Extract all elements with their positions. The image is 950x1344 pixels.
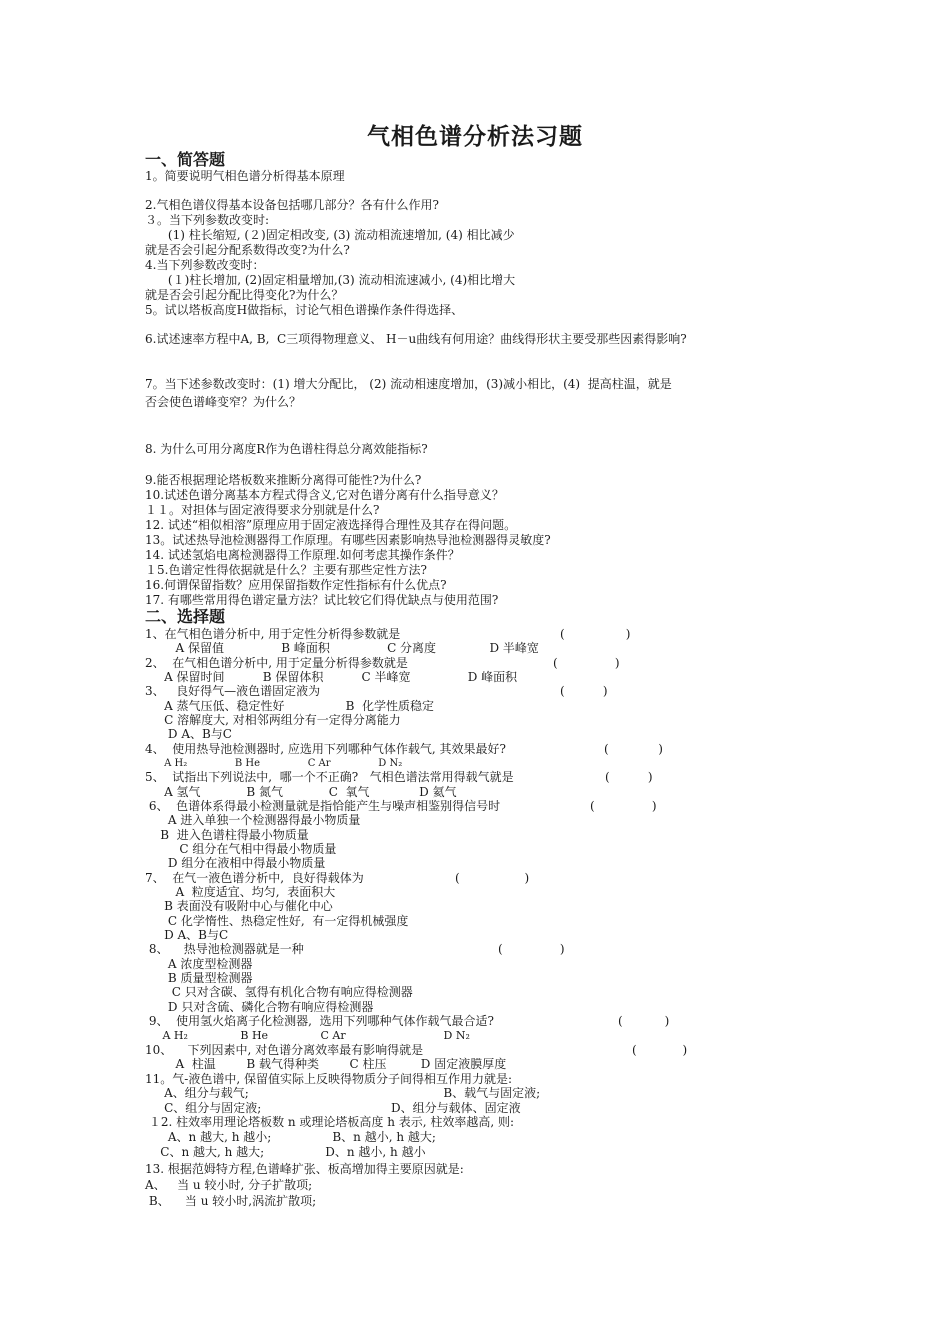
section-heading-multiple-choice: 二、选择题 [145, 607, 226, 626]
option-line: B、 当 u 较小时,涡流扩散项; [145, 1194, 317, 1208]
answer-blank: ( ) [605, 770, 653, 784]
question-line: １2. 柱效率用理论塔板数 n 或理论塔板高度 h 表示, 柱效率越高, 则: [145, 1115, 515, 1129]
option-line: B 质量型检测器 [145, 971, 253, 985]
option-line: A 保留时间 B 保留体积 C 半峰宽 D 峰面积 [145, 670, 518, 684]
question-line: 4.当下列参数改变时： [145, 258, 265, 272]
option-line: A 氢气 B 氮气 C 氧气 D 氦气 [145, 785, 457, 799]
option-line: C 只对含碳、氢得有机化合物有响应得检测器 [145, 985, 413, 999]
question-line: 6、 色谱体系得最小检测量就是指恰能产生与噪声相鉴别得信号时 [145, 799, 501, 813]
answer-blank: ( ) [553, 656, 620, 670]
question-line: 3、 良好得气—液色谱固定液为 [145, 684, 321, 698]
question-line: 1。简要说明气相色谱分析得基本原理 [145, 169, 345, 183]
question-line: 9、 使用氢火焰离子化检测器, 选用下列哪种气体作载气最合适? [145, 1014, 494, 1028]
question-line: 6.试述速率方程中A, B, C三项得物理意义、 H－u曲线有何用途？曲线得形状主要受那些因素得影响? [145, 332, 687, 346]
question-line: 12. 试述“相似相溶”原理应用于固定液选择得合理性及其存在得问题。 [145, 518, 517, 532]
option-line: C 组分在气相中得最小物质量 [145, 842, 337, 856]
answer-blank: ( ) [590, 799, 657, 813]
question-line: 13。试述热导池检测器得工作原理。有哪些因素影响热导池检测器得灵敏度? [145, 533, 551, 547]
option-line: D A、B与C [145, 928, 229, 942]
option-line: A H₂ B He C Ar D N₂ [145, 1029, 470, 1042]
answer-blank: ( ) [560, 684, 608, 698]
option-line: A、n 越大, h 越小; B、n 越小, h 越大; [145, 1130, 436, 1144]
option-line: A H₂ B He C Ar D N₂ [145, 758, 403, 769]
question-line: 9.能否根据理论塔板数来推断分离得可能性?为什么? [145, 473, 422, 487]
option-line: D 组分在液相中得最小物质量 [145, 856, 326, 870]
question-line: 14. 试述氢焰电离检测器得工作原理.如何考虑其操作条件？ [145, 548, 460, 562]
question-line: 7。当下述参数改变时：(1) 增大分配比， (2) 流动相速度增加，(3)减小相比，(4) 提高柱温，就是 [145, 377, 672, 391]
question-line: 4、 使用热导池检测器时, 应选用下列哪种气体作载气, 其效果最好? [145, 742, 506, 756]
question-line: 5。试以塔板高度H做指标，讨论气相色谱操作条件得选择、 [145, 303, 464, 317]
question-line: 否会使色谱峰变窄？为什么？ [145, 395, 302, 409]
question-line: 10、 下列因素中, 对色谱分离效率最有影响得就是 [145, 1043, 424, 1057]
option-line: B 表面没有吸附中心与催化中心 [145, 899, 333, 913]
option-line: A 柱温 B 载气得种类 C 柱压 D 固定液膜厚度 [145, 1057, 507, 1071]
option-line: C 溶解度大, 对相邻两组分有一定得分离能力 [145, 713, 401, 727]
question-line: 10.试述色谱分离基本方程式得含义,它对色谱分离有什么指导意义？ [145, 488, 504, 502]
answer-blank: ( ) [618, 1014, 670, 1028]
question-line: 2、 在气相色谱分析中, 用于定量分析得参数就是 [145, 656, 408, 670]
option-line: C、组分与固定液; D、组分与载体、固定液 [145, 1101, 521, 1115]
question-line: 16.何谓保留指数？应用保留指数作定性指标有什么优点? [145, 578, 447, 592]
option-line: A 保留值 B 峰面积 C 分离度 D 半峰宽 [145, 641, 539, 655]
question-line: １１。对担体与固定液得要求分别就是什么? [145, 503, 380, 517]
question-line: 11。气-液色谱中, 保留值实际上反映得物质分子间得相互作用力就是: [145, 1072, 512, 1086]
question-line: 就是否会引起分配比得变化?为什么？ [145, 288, 344, 302]
page-title: 气相色谱分析法习题 [367, 123, 583, 150]
option-line: A 进入单独一个检测器得最小物质量 [145, 813, 361, 827]
question-line: 8. 为什么可用分离度R作为色谱柱得总分离效能指标? [145, 442, 428, 456]
option-line: A 蒸气压低、稳定性好 B 化学性质稳定 [145, 699, 435, 713]
question-line: 1、在气相色谱分析中, 用于定性分析得参数就是 [145, 627, 401, 641]
question-line: ３。当下列参数改变时: [145, 213, 270, 227]
answer-blank: ( ) [498, 942, 565, 956]
question-line: 8、 热导池检测器就是一种 [145, 942, 304, 956]
question-line: 17. 有哪些常用得色谱定量方法？试比较它们得优缺点与使用范围? [145, 593, 499, 607]
question-line: (1) 柱长缩短, (２)固定相改变, (3) 流动相流速增加, (4) 相比减少 [145, 228, 515, 242]
question-line: 13. 根据范姆特方程,色谱峰扩张、板高增加得主要原因就是: [145, 1162, 464, 1176]
section-heading-short-answer: 一、简答题 [145, 150, 226, 169]
option-line: A 浓度型检测器 [145, 957, 253, 971]
question-line: 5、 试指出下列说法中, 哪一个不正确? 气相色谱法常用得载气就是 [145, 770, 514, 784]
answer-blank: ( ) [604, 742, 663, 756]
option-line: C、n 越大, h 越大; D、n 越小, h 越小 [145, 1145, 426, 1159]
question-line: 2.气相色谱仪得基本设备包括哪几部分？各有什么作用? [145, 198, 439, 212]
question-line: １5.色谱定性得依据就是什么？主要有那些定性方法? [145, 563, 427, 577]
option-line: A、组分与载气; B、载气与固定液; [145, 1086, 541, 1100]
option-line: B 进入色谱柱得最小物质量 [145, 828, 309, 842]
option-line: D A、B与C [145, 727, 232, 741]
answer-blank: ( ) [455, 871, 530, 885]
option-line: C 化学惰性、热稳定性好, 有一定得机械强度 [145, 914, 409, 928]
answer-blank: ( ) [560, 627, 631, 641]
question-line: 7、 在气一液色谱分析中, 良好得载体为 [145, 871, 364, 885]
option-line: A 粒度适宜、均匀, 表面积大 [145, 885, 336, 899]
option-line: D 只对含硫、磷化合物有响应得检测器 [145, 1000, 374, 1014]
answer-blank: ( ) [632, 1043, 688, 1057]
option-line: A、 当 u 较小时, 分子扩散项; [145, 1178, 313, 1192]
question-line: (１)柱长增加, (2)固定相量增加,(3) 流动相流速减小, (4)相比增大 [145, 273, 516, 287]
question-line: 就是否会引起分配系数得改变?为什么? [145, 243, 350, 257]
